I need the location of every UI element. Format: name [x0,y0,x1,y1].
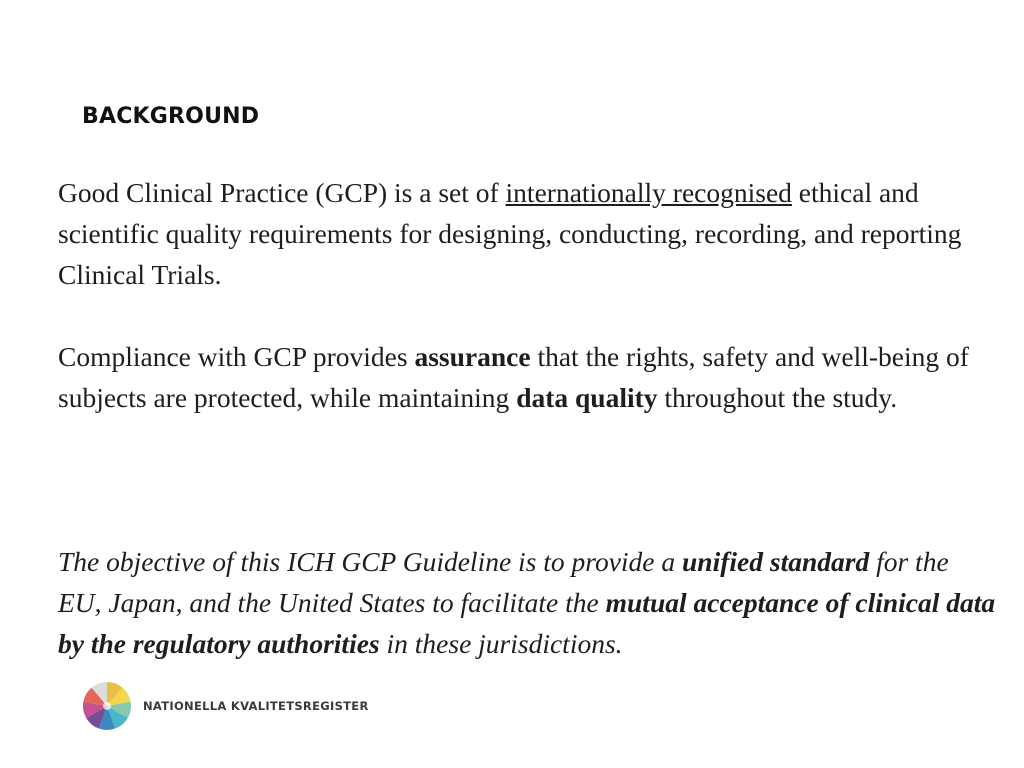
logo-wheel-icon [82,681,132,731]
paragraph-text: Compliance with GCP provides [58,341,415,372]
bold-phrase: data quality [516,382,658,413]
paragraph-text: ethical and scientific quality requirements for designing, conducting, recording, and reporting Clinical Trials. [58,177,962,290]
paragraph-text: in these jurisdictions. [379,628,623,659]
paragraph-text: for the EU, Japan, and the United States to facilitate the [58,546,949,618]
logo-text: NATIONELLA KVALITETSREGISTER [143,699,369,713]
bold-phrase: unified standard [682,546,870,577]
paragraph-gcp-compliance [58,336,998,418]
bold-phrase: assurance [414,341,531,372]
paragraph-ich-objective [58,541,998,664]
section-heading: BACKGROUND [82,104,260,129]
underlined-phrase: internationally recognised [505,177,792,208]
paragraph-text: The objective of this ICH GCP Guideline is to provide a [58,546,683,577]
paragraph-text: that the rights, safety and well-being of subjects are protected, while maintaining [58,341,969,413]
paragraph-text: throughout the study. [657,382,898,413]
paragraph-text: Good Clinical Practice (GCP) is a set of [58,177,506,208]
organization-logo [82,681,369,731]
logo-hub [103,702,111,710]
paragraph-gcp-definition [58,172,998,295]
bold-phrase: mutual acceptance of clinical data by the regulatory authorities [58,587,996,659]
